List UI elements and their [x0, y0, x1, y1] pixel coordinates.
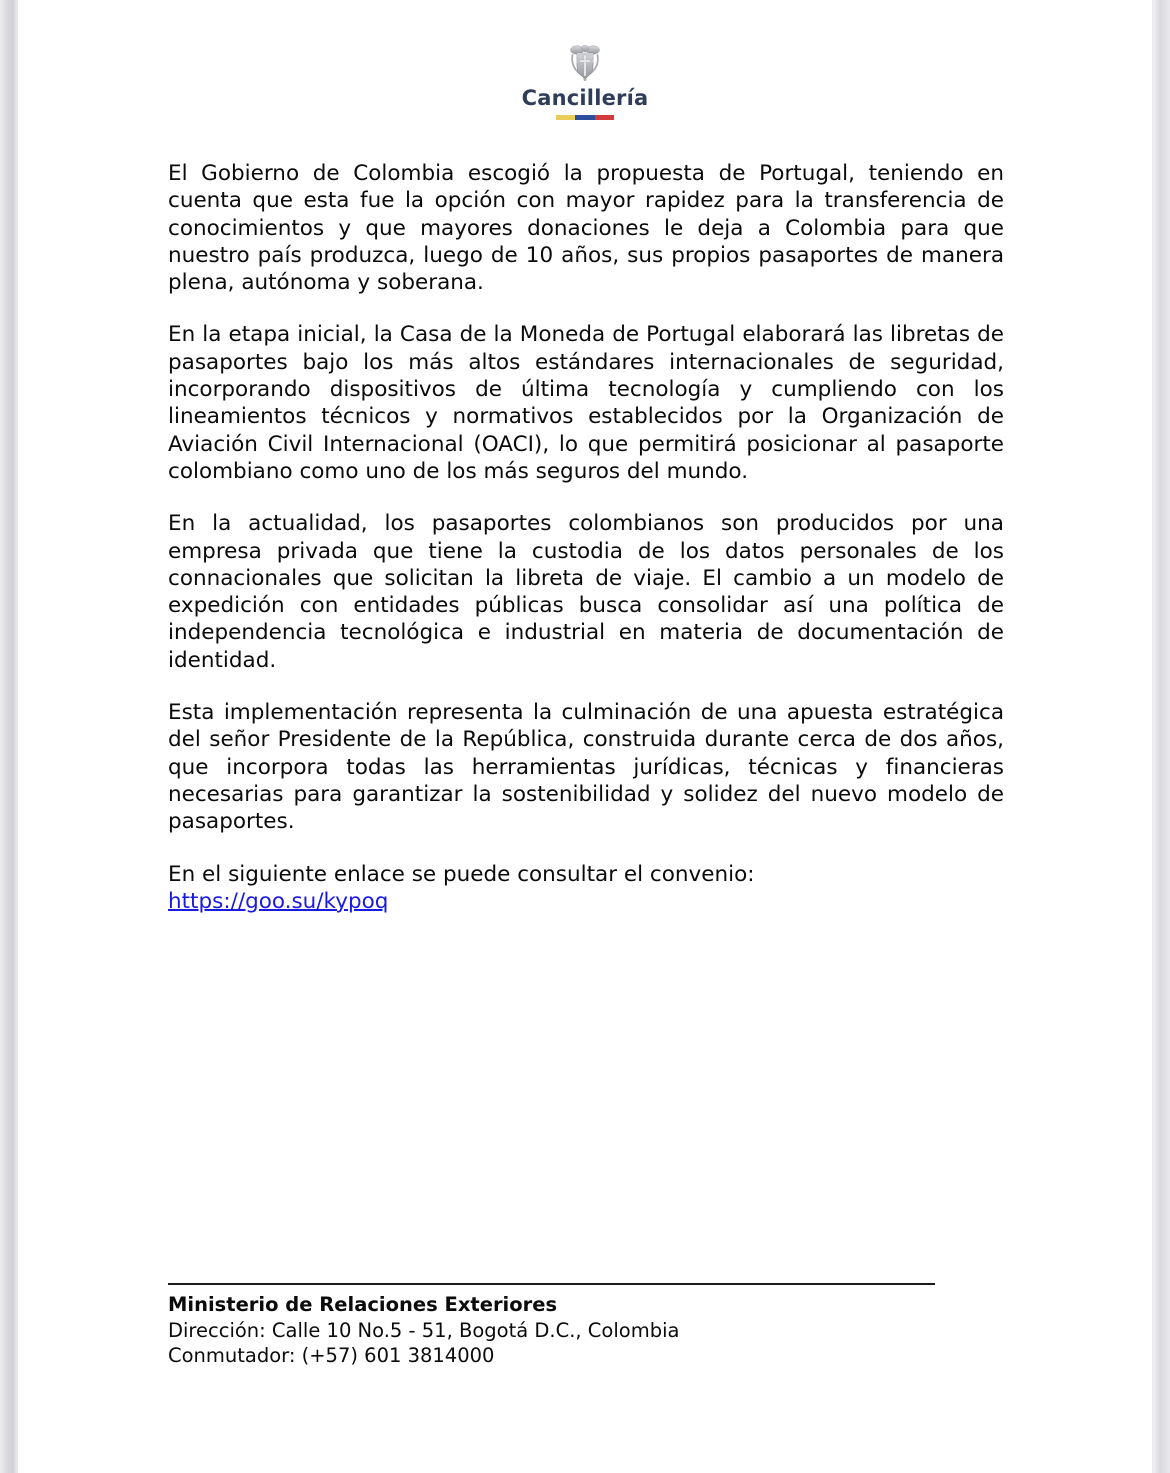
tricolor-bar	[556, 115, 614, 120]
tricolor-red	[595, 115, 614, 120]
tricolor-blue	[575, 115, 594, 120]
document-page	[18, 0, 1152, 1473]
colombia-coat-of-arms-icon	[568, 44, 602, 82]
paragraph-3: En la actualidad, los pasaportes colombianos son producidos por una empresa privada que tiene la custodia de los datos personales de los connacionales que solicitan la libreta de viaje. El cambio a un modelo de expedición con entidades públicas busca consolidar así una política de independencia tecnológica e industrial en materia de documentación de identidad.	[168, 511, 1004, 673]
paragraph-1: El Gobierno de Colombia escogió la propuesta de Portugal, teniendo en cuenta que esta fue la opción con mayor rapidez para la transferencia de conocimientos y que mayores donaciones le deja a Colombia para que nuestro país produzca, luego de 10 años, sus propios pasaportes de manera plena, autónoma y soberana.	[168, 161, 1004, 296]
footer-phone: Conmutador: (+57) 601 3814000	[168, 1344, 495, 1367]
brand-name: Cancillería	[521, 86, 649, 110]
paragraph-2: En la etapa inicial, la Casa de la Moneda de Portugal elaborará las libretas de pasaportes bajo los más altos estándares internacionales de seguridad, incorporando dispositivos de última tecnología y cumpliendo con los lineamientos técnicos y normativos establecidos por la Organización de Aviación Civil Internacional (OACI), lo que permitirá posicionar al pasaporte colombiano como uno de los más seguros del mundo.	[168, 322, 1004, 484]
page-right-edge-shadow	[1152, 0, 1170, 1473]
footer-address: Dirección: Calle 10 No.5 - 51, Bogotá D.C., Colombia	[168, 1318, 680, 1342]
link-intro-text: En el siguiente enlace se puede consultar el convenio:	[168, 861, 755, 887]
page-left-edge-shadow	[0, 0, 18, 1473]
letterhead	[18, 44, 1152, 120]
document-body	[168, 160, 1004, 915]
footer-organization: Ministerio de Relaciones Exteriores	[168, 1293, 558, 1316]
paragraph-4: Esta implementación representa la culminación de una apuesta estratégica del señor Presidente de la República, construida durante cerca de dos años, que incorpora todas las herramientas jurídicas, técnicas y financieras necesarias para garantizar la sostenibilidad y solidez del nuevo modelo de pasaportes.	[168, 700, 1004, 835]
tricolor-yellow	[556, 115, 575, 120]
convenio-link[interactable]: https://goo.su/kypoq	[168, 888, 389, 914]
footer-divider	[168, 1283, 935, 1285]
document-footer	[168, 1283, 968, 1369]
